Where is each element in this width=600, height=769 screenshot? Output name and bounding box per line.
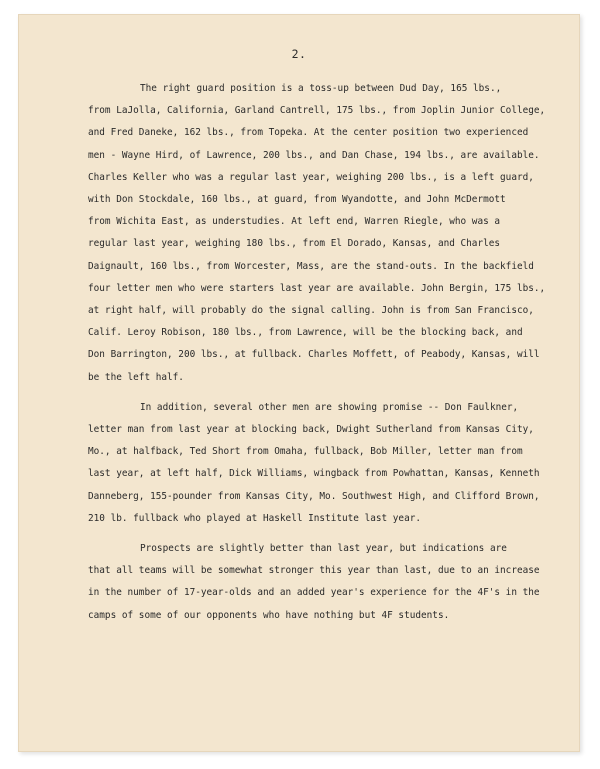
text-line: at right half, will probably do the signal calling. John is from San Francisco, <box>88 305 534 317</box>
document-page <box>18 14 580 752</box>
text-line: Mo., at halfback, Ted Short from Omaha, fullback, Bob Miller, letter man from <box>88 446 523 458</box>
text-line: letter man from last year at blocking back, Dwight Sutherland from Kansas City, <box>88 424 534 436</box>
text-line: Prospects are slightly better than last year, but indications are <box>140 543 507 555</box>
page-number: 2. <box>291 47 307 61</box>
text-line: and Fred Daneke, 162 lbs., from Topeka. At the center position two experienced <box>88 127 529 139</box>
paragraph-other-prospects <box>88 397 554 530</box>
text-line: Charles Keller who was a regular last year, weighing 200 lbs., is a left guard, <box>88 171 534 183</box>
text-line: in the number of 17-year-olds and an added year's experience for the 4F's in the <box>88 587 540 599</box>
text-line: Calif. Leroy Robison, 180 lbs., from Lawrence, will be the blocking back, and <box>88 327 523 339</box>
paragraph-guards-and-backfield <box>88 78 554 389</box>
text-line: from Wichita East, as understudies. At left end, Warren Riegle, who was a <box>88 216 501 228</box>
text-line: In addition, several other men are showing promise -- Don Faulkner, <box>140 401 519 413</box>
text-line: last year, at left half, Dick Williams, wingback from Powhattan, Kansas, Kenneth <box>88 468 540 480</box>
text-line: men - Wayne Hird, of Lawrence, 200 lbs., and Dan Chase, 194 lbs., are available. <box>88 149 540 161</box>
text-line: Don Barrington, 200 lbs., at fullback. Charles Moffett, of Peabody, Kansas, will <box>88 349 540 361</box>
text-line: with Don Stockdale, 160 lbs., at guard, from Wyandotte, and John McDermott <box>88 194 506 206</box>
text-line: four letter men who were starters last year are available. John Bergin, 175 lbs., <box>88 282 546 294</box>
paragraph-season-outlook <box>88 538 554 627</box>
text-line: from LaJolla, California, Garland Cantrell, 175 lbs., from Joplin Junior College, <box>88 105 546 117</box>
text-line: be the left half. <box>88 371 184 383</box>
text-line: that all teams will be somewhat stronger this year than last, due to an increase <box>88 565 540 577</box>
text-line: regular last year, weighing 180 lbs., from El Dorado, Kansas, and Charles <box>88 238 501 250</box>
text-line: camps of some of our opponents who have nothing but 4F students. <box>88 609 450 621</box>
text-line: Daignault, 160 lbs., from Worcester, Mass, are the stand-outs. In the backfield <box>88 260 534 272</box>
text-line: 210 lb. fullback who played at Haskell Institute last year. <box>88 512 422 524</box>
text-line: The right guard position is a toss-up between Dud Day, 165 lbs., <box>140 83 502 94</box>
document-body <box>88 78 554 635</box>
text-line: Danneberg, 155-pounder from Kansas City, Mo. Southwest High, and Clifford Brown, <box>88 490 540 502</box>
